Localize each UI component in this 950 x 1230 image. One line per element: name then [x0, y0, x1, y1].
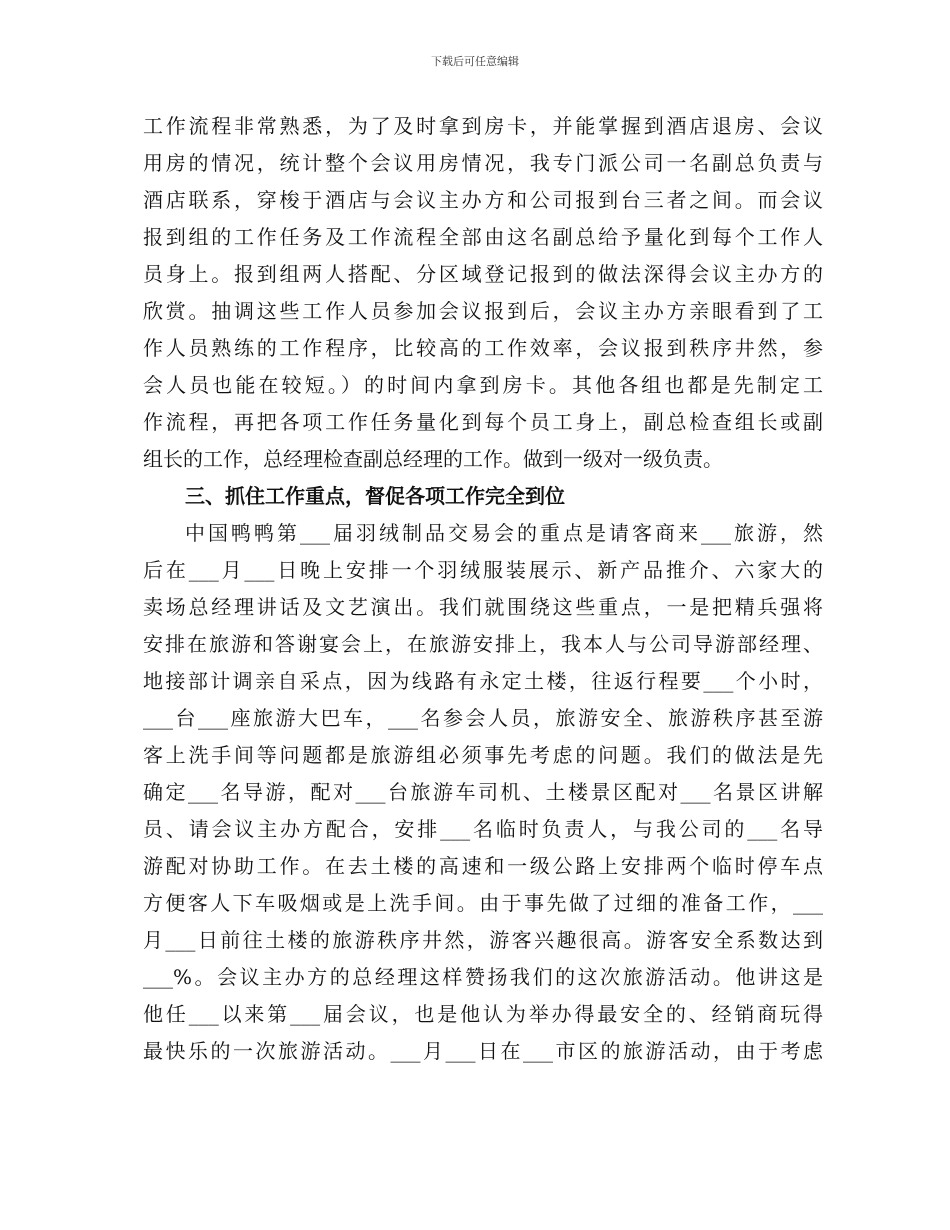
paragraph-continuation: [143, 108, 823, 478]
text-line: 报到组的工作任务及工作流程全部由这名副总给予量化到每个工作人: [143, 225, 823, 249]
text-line: 方便客人下车吸烟或是上洗手间。由于事先做了过细的准备工作，___: [143, 891, 823, 915]
text-line: 中国鸭鸭第___届羽绒制品交易会的重点是请客商来___旅游，然: [185, 521, 823, 545]
text-line: 安排在旅游和答谢宴会上，在旅游安排上，我本人与公司导游部经理、: [143, 632, 823, 656]
text-line: 作人员熟练的工作程序，比较高的工作效率，会议报到秩序井然，参: [143, 336, 823, 360]
text-line: 地接部计调亲自采点，因为线路有永定土楼，往返行程要___个小时，: [143, 669, 823, 693]
paragraph-tourism: [143, 515, 823, 1070]
section-heading: 三、抓住工作重点，督促各项工作完全到位: [185, 484, 565, 508]
text-line: 员、请会议主办方配合，安排___名临时负责人，与我公司的___名导: [143, 817, 823, 841]
text-line: 月___日前往土楼的旅游秩序井然，游客兴趣很高。游客安全系数达到: [143, 928, 823, 952]
text-line: 最快乐的一次旅游活动。___月___日在___市区的旅游活动，由于考虑: [143, 1039, 823, 1063]
document-body: [143, 108, 823, 1070]
text-line: 用房的情况，统计整个会议用房情况，我专门派公司一名副总负责与: [143, 151, 823, 175]
text-line: 组长的工作，总经理检查副总经理的工作。做到一级对一级负责。: [143, 447, 723, 471]
text-line: 后在___月___日晚上安排一个羽绒服装展示、新产品推介、六家大的: [143, 558, 823, 582]
text-line: 欣赏。抽调这些工作人员参加会议报到后，会议主办方亲眼看到了工: [143, 299, 823, 323]
text-line: 确定___名导游，配对___台旅游车司机、土楼景区配对___名景区讲解: [143, 780, 823, 804]
text-line: 工作流程非常熟悉，为了及时拿到房卡，并能掌握到酒店退房、会议: [143, 114, 823, 138]
text-line: 酒店联系，穿梭于酒店与会议主办方和公司报到台三者之间。而会议: [143, 188, 823, 212]
text-line: ___%。会议主办方的总经理这样赞扬我们的这次旅游活动。他讲这是: [143, 965, 823, 989]
page-header: 下载后可任意编辑: [431, 55, 519, 68]
text-line: ___台___座旅游大巴车，___名参会人员，旅游安全、旅游秩序甚至游: [143, 706, 823, 730]
text-line: 作流程，再把各项工作任务量化到每个员工身上，副总检查组长或副: [143, 410, 823, 434]
text-line: 会人员也能在较短。）的时间内拿到房卡。其他各组也都是先制定工: [143, 373, 823, 397]
text-line: 他任___以来第___届会议，也是他认为举办得最安全的、经销商玩得: [143, 1002, 823, 1026]
text-line: 游配对协助工作。在去土楼的高速和一级公路上安排两个临时停车点: [143, 854, 823, 878]
text-line: 客上洗手间等问题都是旅游组必须事先考虑的问题。我们的做法是先: [143, 743, 823, 767]
text-line: 员身上。报到组两人搭配、分区域登记报到的做法深得会议主办方的: [143, 262, 823, 286]
text-line: 卖场总经理讲话及文艺演出。我们就围绕这些重点，一是把精兵强将: [143, 595, 823, 619]
